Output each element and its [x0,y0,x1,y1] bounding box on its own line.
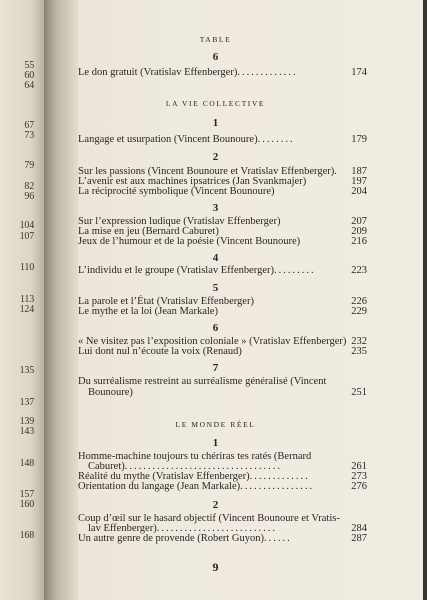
section-number: 3 [212,202,219,214]
left-facing-page [0,0,44,600]
toc-entry-title: Jeux de l’humour et de la poésie (Vincent Bounoure) [78,236,301,247]
left-page-number: 168 [19,530,34,541]
toc-entry-page: 273 [351,471,367,482]
toc-entry [78,134,358,146]
running-header: TABLE [199,35,232,44]
toc-entry-page: 174 [351,67,367,78]
toc-entry-page: 197 [351,176,367,187]
toc-entry-title: La parole et l’État (Vratislav Effenberger) [78,296,254,307]
page-edge [423,0,427,600]
toc-entry-page: 276 [351,481,367,492]
section-number: 6 [212,51,219,63]
toc-entry-title: Orientation du langage (Jean Markale) [78,481,241,492]
section-number: 2 [212,151,219,163]
toc-entry-page: 226 [351,296,367,307]
leader-dots: ........ [257,134,295,145]
left-page-number: 64 [24,80,34,91]
toc-entry-title: La réciprocité symbolique (Vincent Bounoure) [78,186,275,197]
left-page-number: 137 [19,397,34,408]
toc-entry-page: 235 [351,346,367,357]
left-page-number: 124 [19,304,34,315]
section-number: 6 [212,322,219,334]
toc-entry-continuation [78,387,358,399]
leader-dots: ......... [274,265,316,276]
leader-dots: ...... [264,533,292,544]
left-page-number: 157 [19,489,34,500]
page-number: 9 [212,560,219,574]
toc-entry-title: Lui dont nul n’écoute la voix (Renaud) [78,346,242,357]
toc-entry-page: 251 [351,387,367,398]
toc-entry-title-continued: lav Effenberger) [88,523,157,534]
left-page-number: 67 [24,120,34,131]
book-gutter [44,0,78,600]
left-page-number: 139 [19,416,34,427]
part-heading: LA VIE COLLECTIVE [165,99,266,108]
toc-entry [78,346,358,358]
section-number: 4 [212,252,219,264]
toc-entry [78,67,358,79]
leader-dots: .......................... [156,523,277,534]
toc-entry-page: 187 [351,166,367,177]
left-page-number: 104 [19,220,34,231]
toc-entry-title: La mise en jeu (Bernard Caburet) [78,226,219,237]
section-number: 5 [212,282,219,294]
toc-entry [78,265,358,277]
toc-entry [78,186,358,198]
left-page-number: 110 [19,262,34,273]
toc-entry-page: 223 [351,265,367,276]
section-number: 1 [212,117,219,129]
leader-dots: ............. [237,67,298,78]
left-page-number: 113 [19,294,34,305]
toc-entry-title: Un autre genre de provende (Robert Guyon) [78,533,265,544]
left-page-number: 135 [19,365,34,376]
toc-entry-title: Le mythe et la loi (Jean Markale) [78,306,218,317]
left-page-number: 107 [19,231,34,242]
toc-entry-page: 207 [351,216,367,227]
toc-entry-title: L’individu et le groupe (Vratislav Effenberger) [78,265,274,276]
toc-entry-page: 229 [351,306,367,317]
toc-entry [78,306,358,318]
toc-entry-page: 261 [351,461,367,472]
left-page-number: 82 [24,181,34,192]
toc-entry [78,533,358,545]
left-page-number: 79 [24,160,34,171]
left-page-number: 143 [19,426,34,437]
toc-entry-page: 232 [351,336,367,347]
toc-entry-page: 204 [351,186,367,197]
toc-entry-page: 216 [351,236,367,247]
toc-entry-title: Coup d’œil sur le hasard objectif (Vincent Bounoure et Vratis- [78,513,340,524]
toc-entry-title: « Ne visitez pas l’exposition coloniale » (Vratislav Effenberger) [78,336,347,347]
leader-dots: ................ [240,481,315,492]
toc-entry-title: Langage et usurpation (Vincent Bounoure) [78,134,258,145]
toc-entry-page: 179 [351,134,367,145]
section-number: 2 [212,499,219,511]
toc-entry-title: Le don gratuit (Vratislav Effenberger) [78,67,238,78]
left-page-number: 60 [24,70,34,81]
leader-dots: .................................. [124,461,282,472]
part-heading: LE MONDE RÉEL [175,420,256,429]
toc-entry-title-continued: Caburet) [88,461,125,472]
toc-entry-title: Homme-machine toujours tu chériras tes ratés (Bernard [78,451,312,462]
section-number: 7 [212,362,219,374]
left-page-number: 55 [24,60,34,71]
section-number: 1 [212,437,219,449]
toc-entry-title-continued: Bounoure) [88,387,133,398]
toc-entry [78,236,358,248]
toc-entry-page: 287 [351,533,367,544]
left-page-number: 160 [19,499,34,510]
left-page-number: 96 [24,191,34,202]
toc-entry [78,481,358,493]
leader-dots: ............. [249,471,310,482]
toc-entry-title: Du surréalisme restreint au surréalisme généralisé (Vincent [78,376,327,387]
toc-entry-title: Réalité du mythe (Vratislav Effenberger) [78,471,250,482]
toc-entry-title: Sur l’expression ludique (Vratislav Effenberger) [78,216,281,227]
left-page-number: 73 [24,130,34,141]
toc-entry-title: L’avenir est aux machines ipsatrices (Jan Svankmajer) [78,176,307,187]
toc-entry-title: Sur les passions (Vincent Bounoure et Vratislav Effenberger). [78,166,337,177]
toc-entry-page: 284 [351,523,367,534]
toc-entry-page: 209 [351,226,367,237]
left-page-number: 148 [19,458,34,469]
